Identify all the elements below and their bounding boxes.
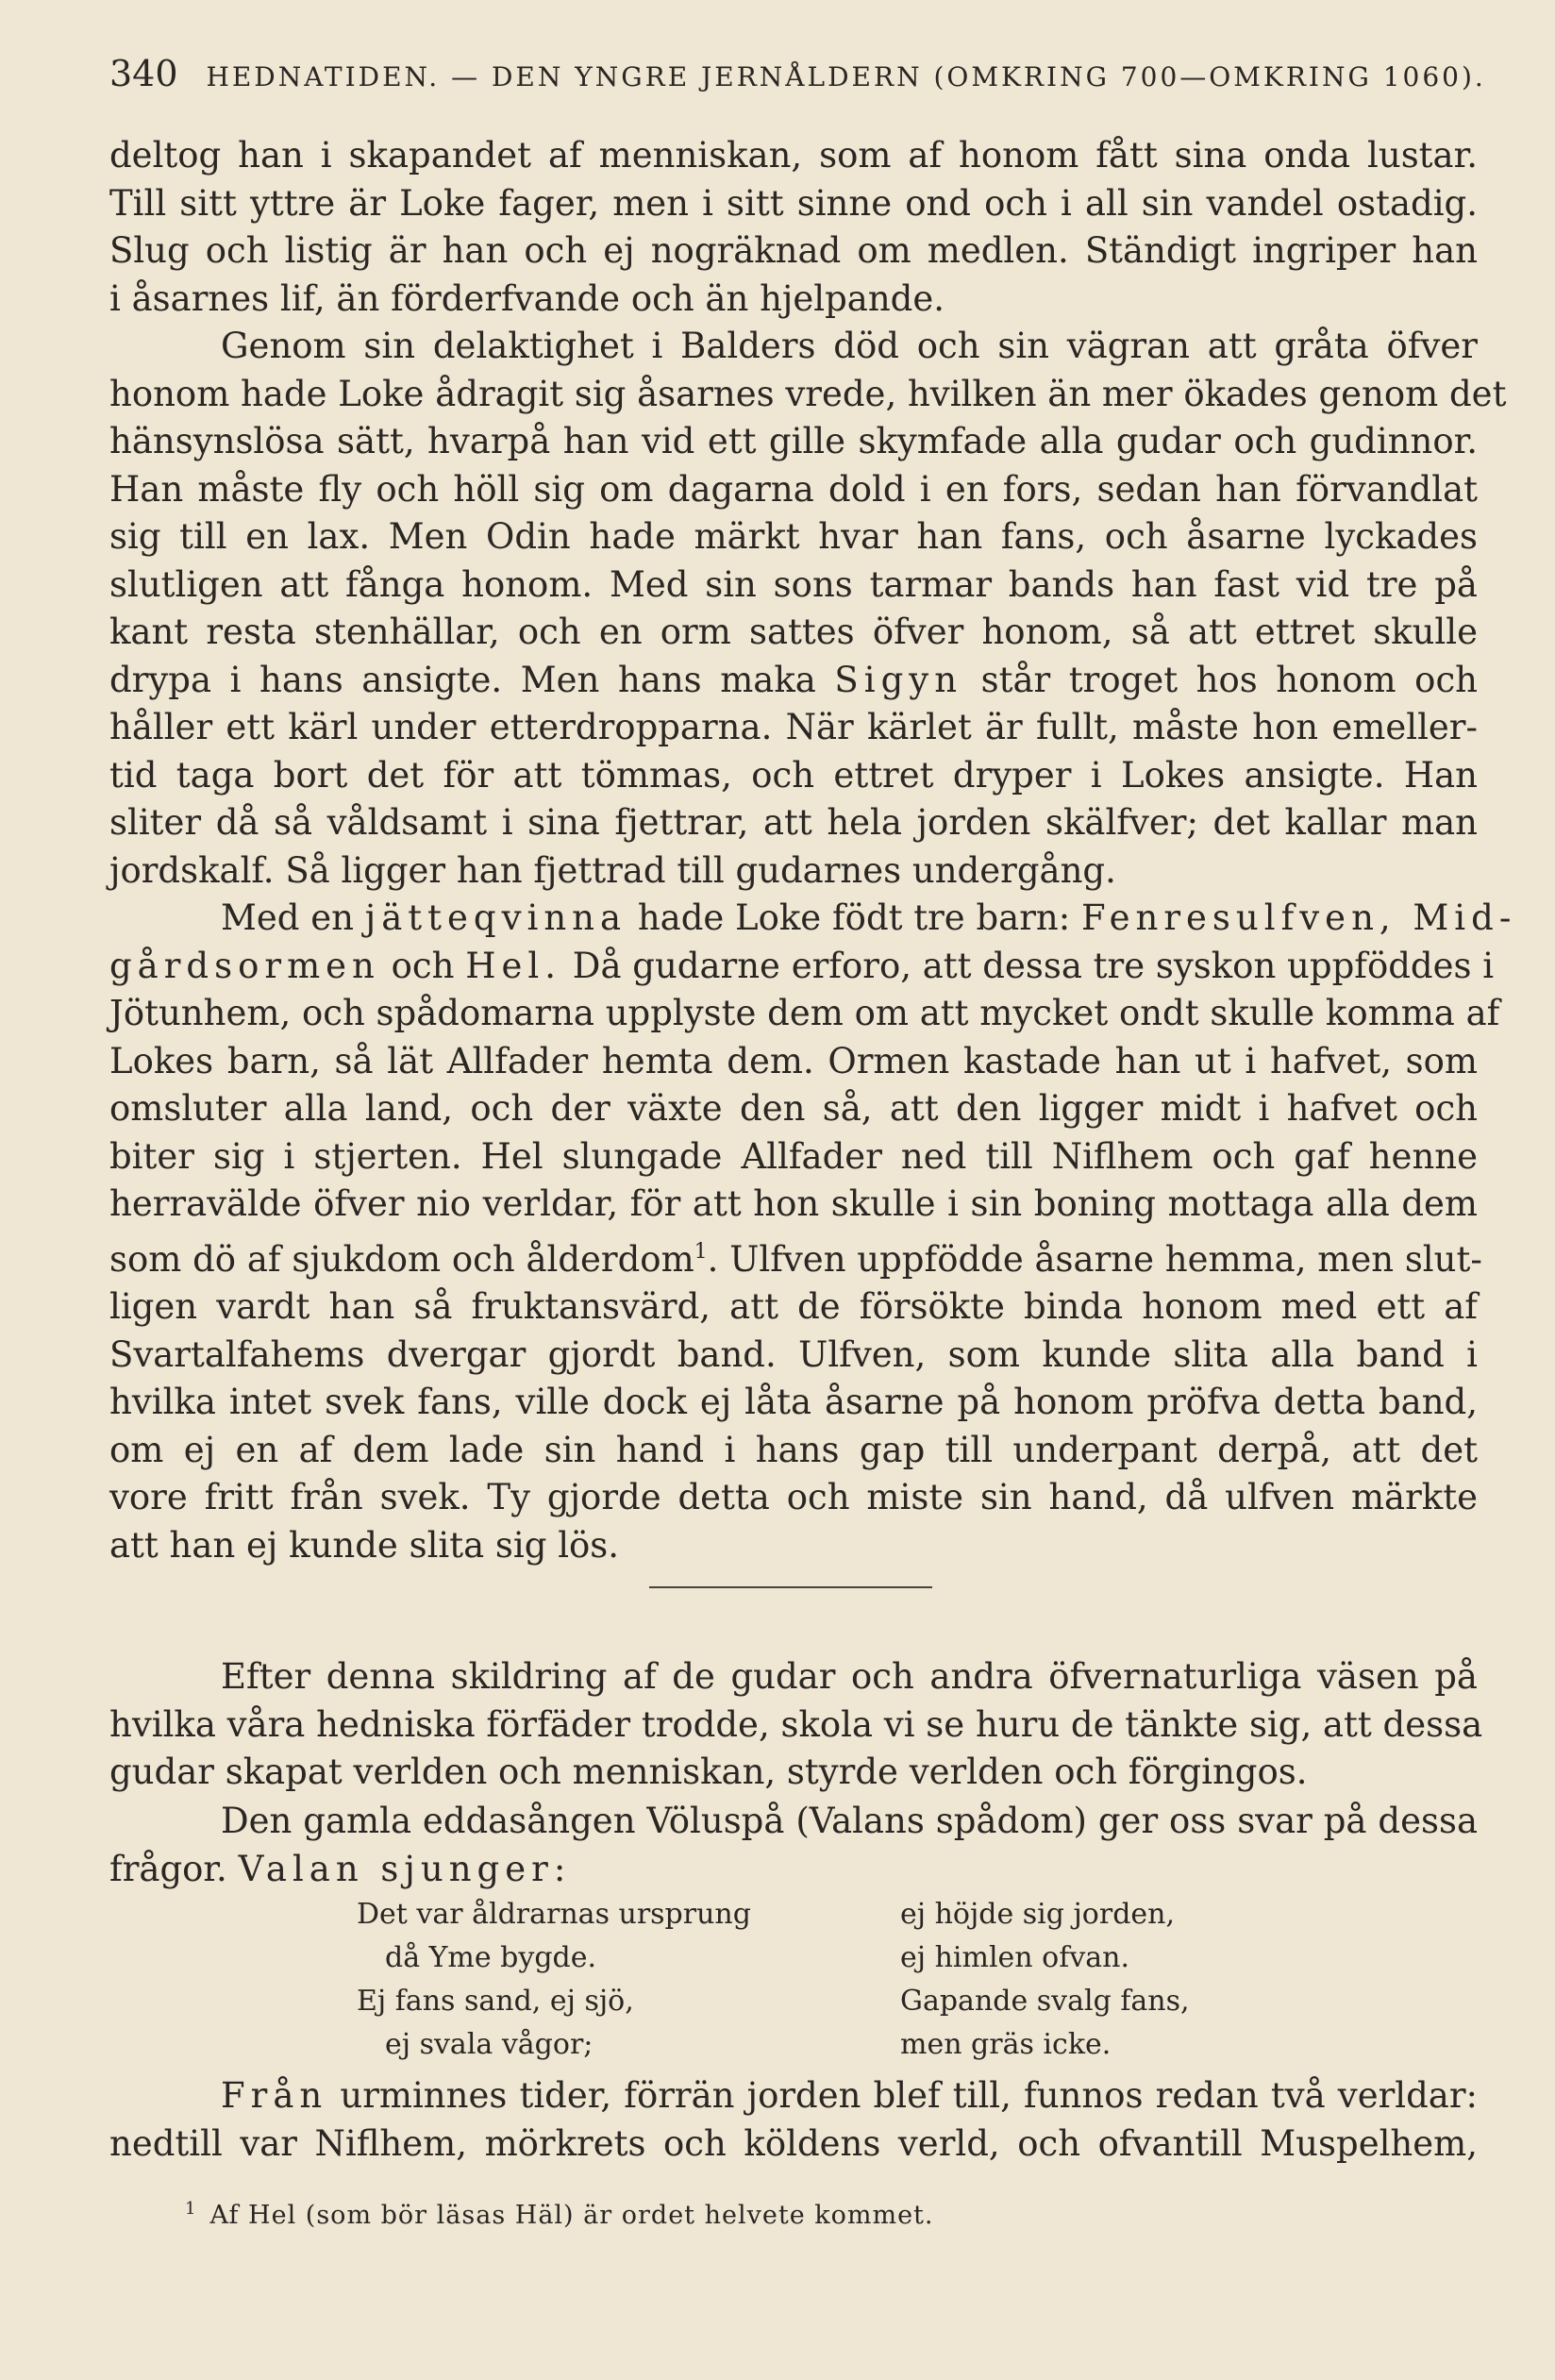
footnote-text: Af Hel (som bör läsas Häl) är ordet helvete kommet. [209, 2201, 934, 2230]
text-line: Den gamla eddasången Völuspå (Valans spådom) ger oss svar på dessa [221, 1801, 1478, 1841]
text-line [109, 657, 1478, 705]
poem-line: ej svala vågor; [385, 2028, 594, 2061]
name-fenresulfven: Fenresulfven, Mid- [1080, 897, 1517, 938]
text-segment: . Ulfven uppfödde åsarne hemma, men slut- [707, 1238, 1482, 1280]
paragraph-loke-children [109, 895, 1517, 1569]
text-line: deltog han i skapandet af menniskan, som af honom fått sina onda lustar. [109, 135, 1478, 176]
text-line: vore fritt från svek. Ty gjorde detta och miste sin hand, då ulfven märkte [109, 1477, 1478, 1517]
poem-line: ej himlen ofvan. [900, 1941, 1130, 1974]
text-segment: frågor. [109, 1848, 227, 1889]
page-number: 340 [109, 53, 178, 94]
text-line: hvilka intet svek fans, ville dock ej låta åsarne på honom pröfva detta band, [109, 1382, 1478, 1422]
text-line: hänsynslösa sätt, hvarpå han vid ett gille skymfade alla gudar och gudinnor. [109, 421, 1478, 461]
text-line [109, 895, 1517, 943]
text-line: tid taga bort det för att tömmas, och ettret dryper i Lokes ansigte. Han [109, 754, 1478, 796]
text-line: ligen vardt han så fruktansvärd, att de försökte binda honom med ett af [109, 1286, 1478, 1327]
text-line: sig till en lax. Men Odin hade märkt hvar han fans, och åsarne lyckades [109, 516, 1478, 557]
text-segment: Valan sjunger: [238, 1848, 572, 1889]
text-segment: Med en [221, 897, 354, 938]
text-line: kant resta stenhällar, och en orm sattes öfver honom, så att ettret skulle [109, 612, 1478, 652]
poem-line: ej höjde sig jorden, [900, 1898, 1176, 1931]
poem-line: men gräs icke. [900, 2028, 1112, 2061]
paragraph-two-worlds [109, 2072, 1478, 2168]
text-line: herravälde öfver nio verldar, för att hon skulle i sin boning mottaga alla dem [109, 1183, 1478, 1224]
text-line: att han ej kunde slita sig lös. [109, 1524, 620, 1566]
running-header [109, 53, 1486, 94]
paragraph-transition [109, 1653, 1483, 1797]
text-line: Jötunhem, och spådomarna upplyste dem om att mycket ondt skulle komma af [109, 993, 1500, 1033]
name-hel: Hel. [465, 945, 562, 986]
text-line: honom hade Loke ådragit sig åsarnes vrede, hvilken än mer ökades genom det [109, 373, 1507, 414]
term-jatteqvinna: jätteqvinna [364, 897, 627, 938]
text-segment: Från [221, 2075, 328, 2116]
poem-left-column [357, 1893, 751, 2067]
paragraph-voluspa-intro [109, 1798, 1478, 1893]
text-line: biter sig i stjerten. Hel slungade Allfader ned till Niflhem och gaf henne [109, 1135, 1478, 1177]
running-title: HEDNATIDEN. — DEN YNGRE JERNÅLDERN (OMKRING 700—OMKRING 1060). [206, 61, 1486, 92]
text-line [109, 1846, 1478, 1894]
text-line: Svartalfahems dvergar gjordt band. Ulfven, som kunde slita alla band i [109, 1333, 1478, 1375]
text-segment: som dö af sjukdom och ålderdom [109, 1238, 694, 1280]
name-midgardsormen: gårdsormen [109, 945, 380, 986]
text-line: i åsarnes lif, än förderfvande och än hjelpande. [109, 277, 945, 319]
poem-line: Gapande svalg fans, [900, 1985, 1190, 2018]
text-segment: hade Loke födt tre barn: [637, 897, 1071, 938]
paragraph-loke-punishment [109, 323, 1507, 895]
text-line: hvilka våra hedniska förfäder trodde, skola vi se huru de tänkte sig, att dessa [109, 1703, 1483, 1745]
text-line: omsluter alla land, och der växte den så, att den ligger midt i hafvet och [109, 1088, 1478, 1129]
text-line [109, 1229, 1482, 1284]
text-line [109, 943, 1495, 991]
text-line: jordskalf. Så ligger han fjettrad till gudarnes undergång. [109, 849, 1116, 891]
poem-right-column [900, 1893, 1190, 2067]
text-segment: står troget hos honom och [980, 659, 1478, 700]
text-line: Genom sin delaktighet i Balders död och sin vägran att gråta öfver [221, 326, 1478, 366]
text-line: sliter då så våldsamt i sina fjettrar, att hela jorden skälfver; det kallar man [109, 802, 1478, 843]
poem-line: då Yme bygde. [385, 1941, 597, 1974]
text-line: gudar skapat verlden och menniskan, styrde verlden och förgingos. [109, 1751, 1308, 1792]
poem-line: Ej fans sand, ej sjö, [357, 1985, 634, 2018]
paragraph-loke-nature [109, 132, 1478, 323]
text-line: nedtill var Niflhem, mörkrets och köldens verld, och ofvantill Muspelhem, [109, 2122, 1478, 2164]
text-line: slutligen att fånga honom. Med sin sons tarmar bands han fast vid tre på [109, 563, 1478, 605]
poem-line: Det var åldrarnas ursprung [357, 1898, 751, 1931]
name-sigyn: Sigyn [834, 659, 963, 700]
section-divider [649, 1586, 932, 1588]
text-segment: drypa i hans ansigte. Men hans maka [109, 659, 816, 700]
text-line: Lokes barn, så lät Allfader hemta dem. Ormen kastade han ut i hafvet, som [109, 1040, 1478, 1081]
footnote [185, 2199, 934, 2230]
footnote-mark: 1 [185, 2199, 197, 2219]
text-line: håller ett kärl under etterdropparna. När kärlet är fullt, måste hon emeller- [109, 707, 1478, 747]
text-segment: och [391, 945, 455, 986]
text-segment: urminnes tider, förrän jorden blef till, funnos redan två verldar: [340, 2075, 1479, 2116]
text-line [109, 2072, 1478, 2120]
text-segment: Då gudarne erforo, att dessa tre syskon uppföddes i [572, 945, 1495, 986]
text-line: Slug och listig är han och ej nogräknad om medlen. Ständigt ingriper han [109, 230, 1478, 271]
text-line: om ej en af dem lade sin hand i hans gap till underpant derpå, att det [109, 1429, 1478, 1470]
text-line: Efter denna skildring af de gudar och andra öfvernaturliga väsen på [221, 1656, 1478, 1697]
text-line: Till sitt yttre är Loke fager, men i sitt sinne ond och i all sin vandel ostadig. [109, 182, 1478, 224]
text-line: Han måste fly och höll sig om dagarna dold i en fors, sedan han förvandlat [109, 468, 1478, 510]
footnote-reference: 1 [694, 1239, 708, 1264]
